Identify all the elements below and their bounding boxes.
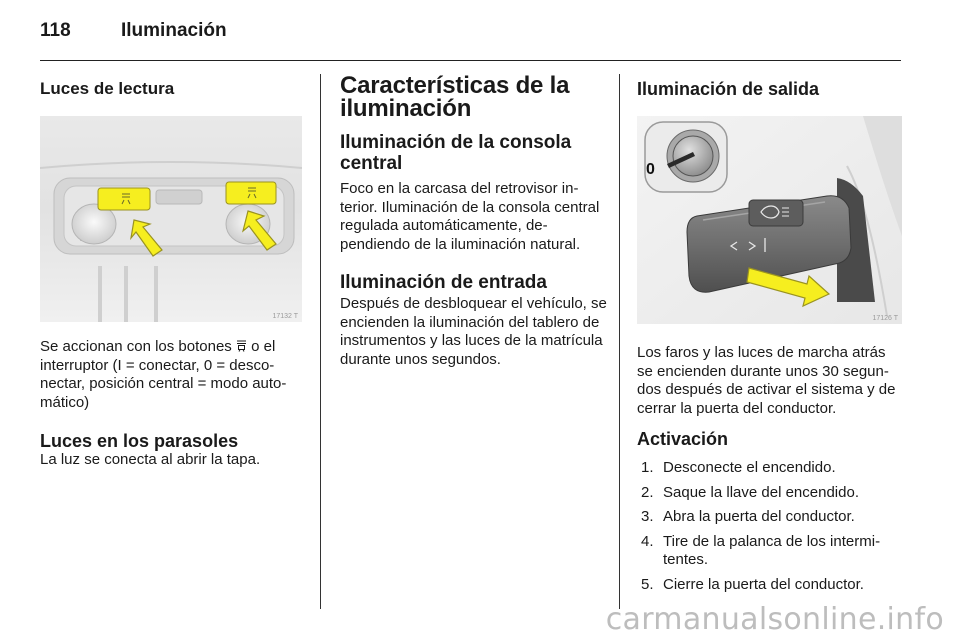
entry-lighting-text: Después de desbloquear el vehículo, se encienden la iluminación del tablero de instrumentos y las luces de la matrícula durante unos segundos. xyxy=(340,295,607,368)
list-item: 5. Cierre la puerta del conductor. xyxy=(641,575,864,593)
header-rule xyxy=(40,60,901,61)
column-right xyxy=(637,74,903,600)
reading-text-after: o el interruptor (I = conectar, 0 = desconectar, posición central = modo automático) xyxy=(40,338,287,411)
visor-lights-text: La luz se conecta al abrir la tapa. xyxy=(40,451,261,468)
console-lighting-heading: Iluminación de la consola central xyxy=(340,132,572,174)
list-item: 2. Saque la llave del encendido. xyxy=(641,483,859,501)
page-number: 118 xyxy=(40,20,71,41)
entry-lighting-heading: Iluminación de entrada xyxy=(340,272,547,293)
list-item: 3. Abra la puerta del conductor. xyxy=(641,508,855,525)
indicator-lever-illustration xyxy=(637,116,902,324)
exit-lighting-text: Los faros y las luces de marcha atrás se encienden durante unos 30 segundos después de activar el sistema y de cerrar la puerta del conductor. xyxy=(637,344,896,417)
list-item: 1. Desconecte el encendido. xyxy=(641,459,836,476)
column-middle xyxy=(340,74,608,369)
reading-lights-figure xyxy=(40,116,302,322)
column-left xyxy=(40,74,305,470)
reading-light-icon xyxy=(236,340,247,352)
reading-lights-heading: Luces de lectura xyxy=(40,79,175,98)
watermark: carmanualsonline.info xyxy=(605,602,944,637)
exit-lighting-figure xyxy=(637,116,902,324)
ignition-position-label: 0 xyxy=(646,161,655,178)
figure-code: 17132 T xyxy=(272,313,298,320)
console-lighting-text: Foco en la carcasa del retrovisor interior. Iluminación de la consola central regulada automáticamente, dependiendo de la iluminación natural. xyxy=(340,180,600,253)
activation-heading: Activación xyxy=(637,429,729,449)
figure-code: 17126 T xyxy=(872,315,898,322)
reading-lights-illustration xyxy=(40,116,302,322)
lighting-features-heading: Características de la iluminación xyxy=(340,72,570,122)
column-separator xyxy=(619,74,620,609)
list-item: 4. Tire de la palanca de los intermitentes. xyxy=(641,532,881,568)
activation-steps-list xyxy=(641,459,903,594)
visor-lights-heading: Luces en los parasoles xyxy=(40,431,239,451)
page-title: Iluminación xyxy=(121,20,227,41)
reading-lights-text xyxy=(40,338,305,412)
reading-text-before: Se accionan con los botones xyxy=(40,338,236,355)
column-separator xyxy=(320,74,321,609)
exit-lighting-heading: Iluminación de salida xyxy=(637,79,820,99)
